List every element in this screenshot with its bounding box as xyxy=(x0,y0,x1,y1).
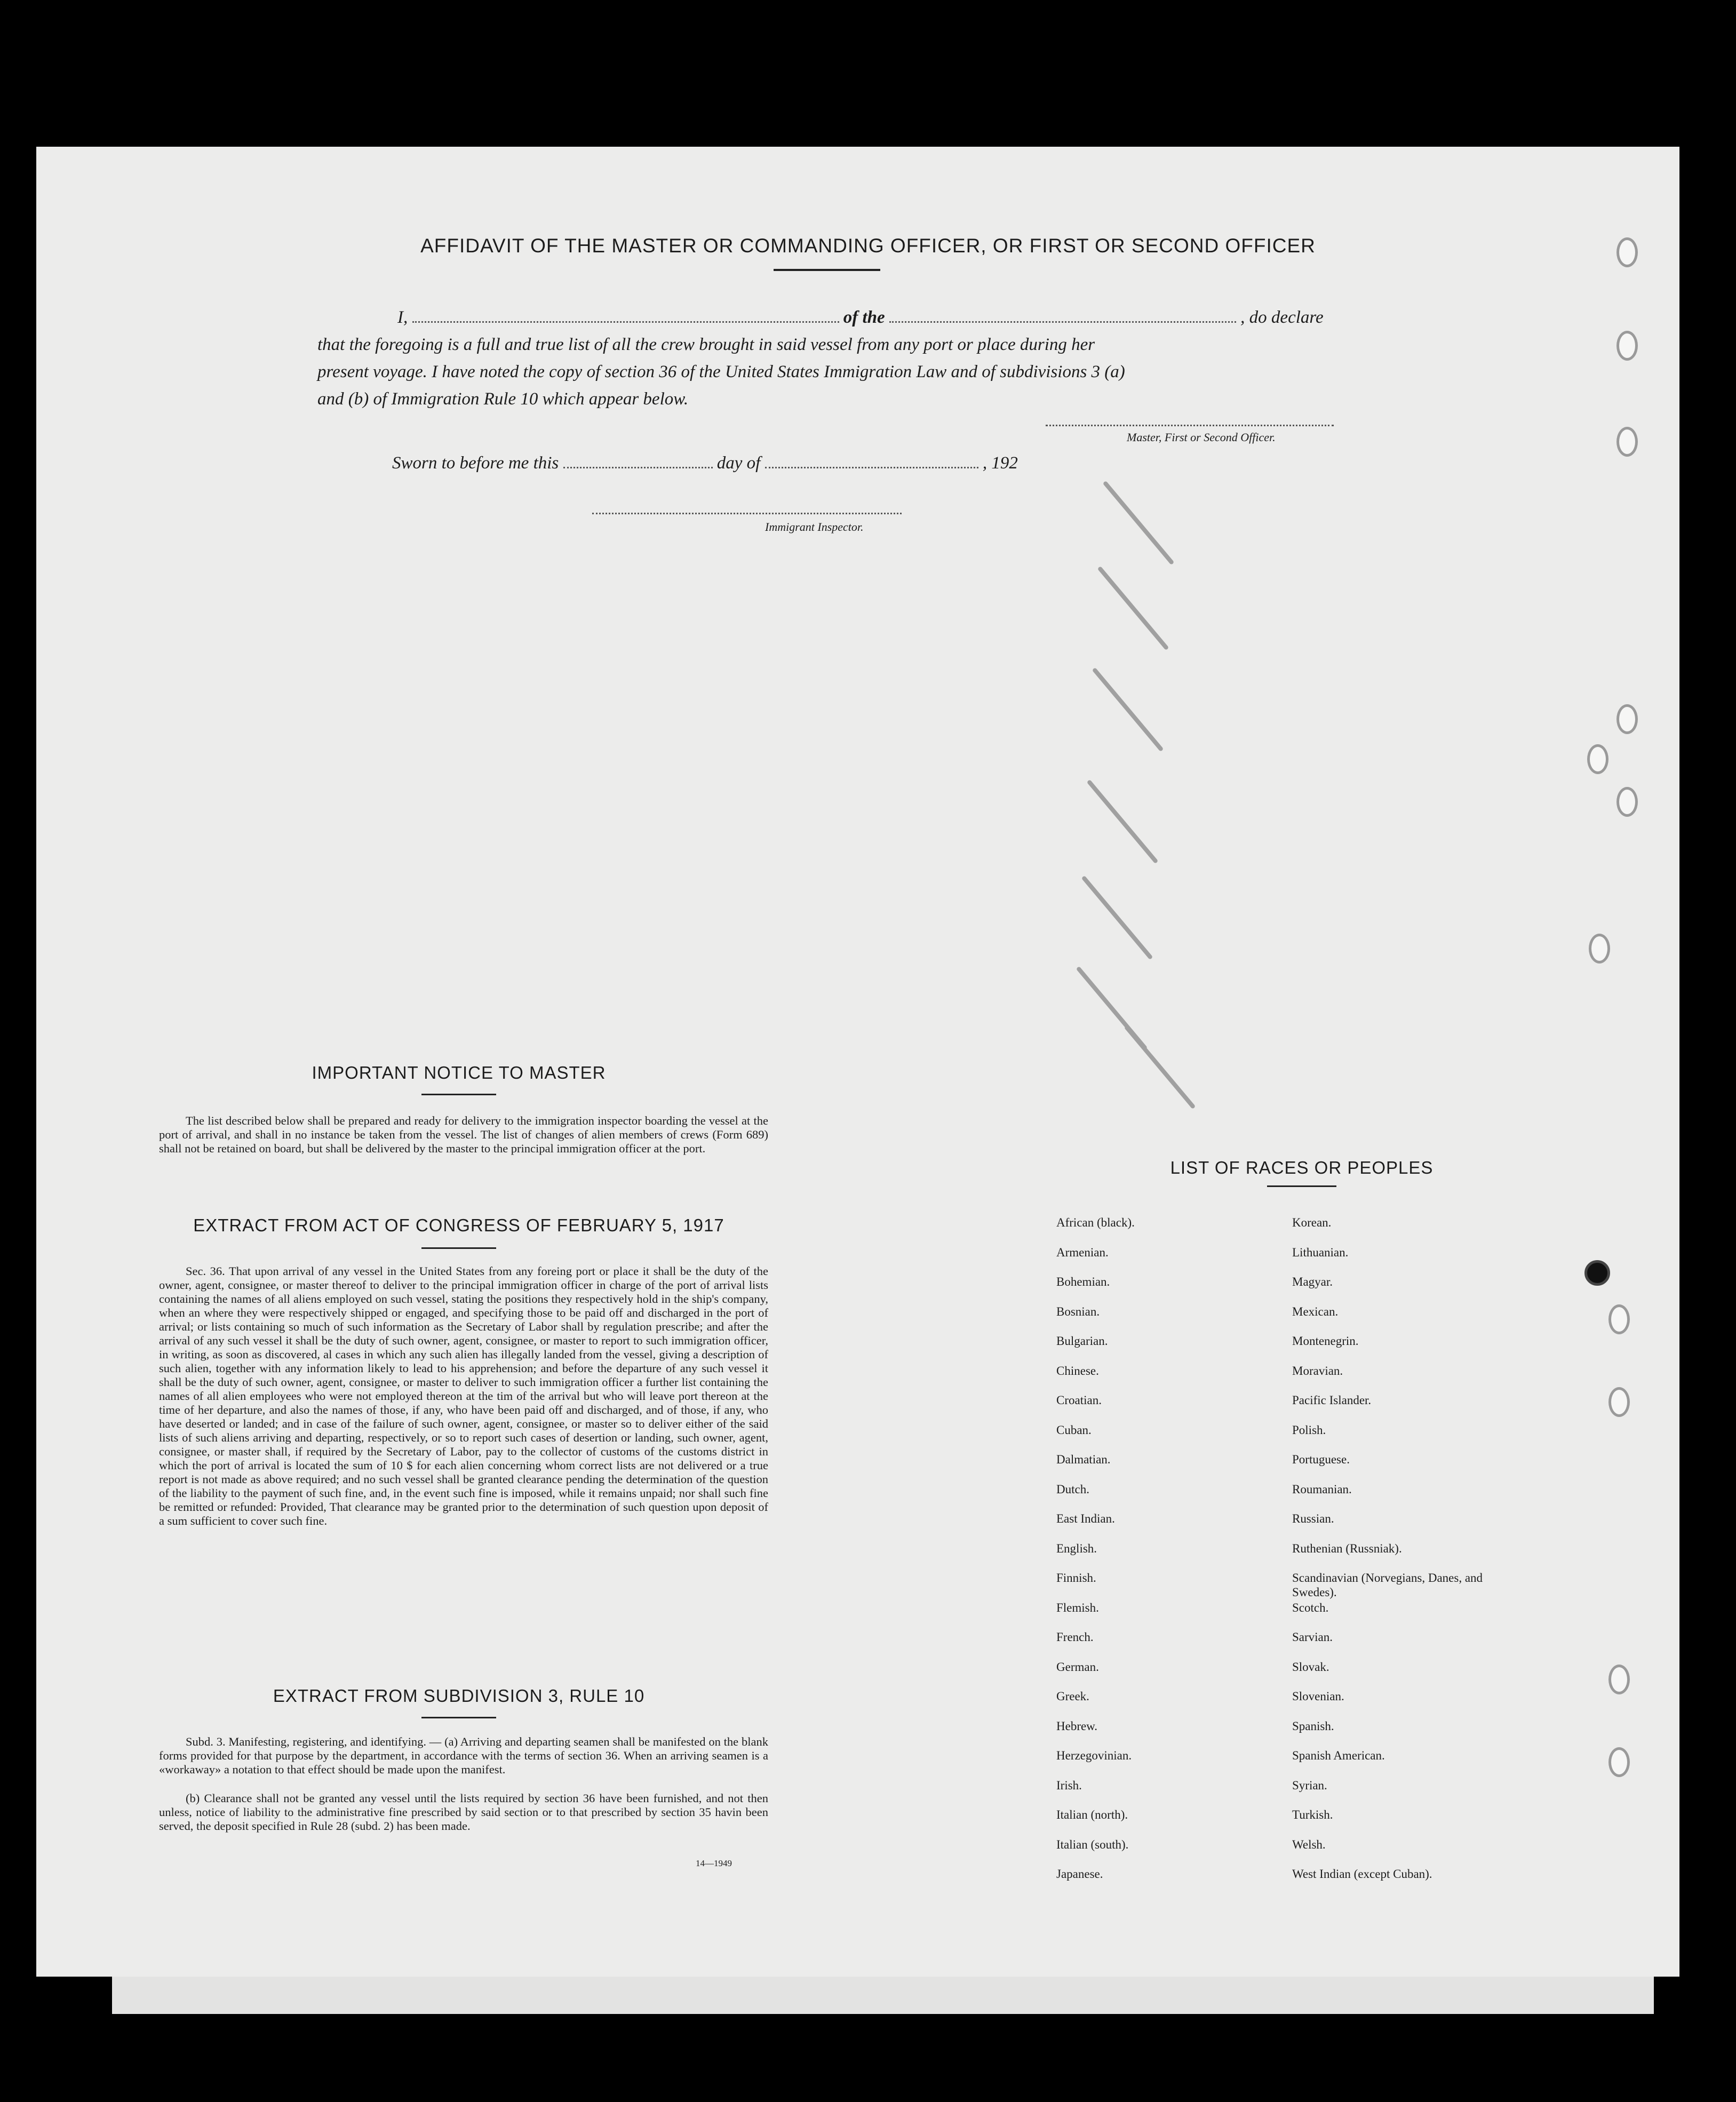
races-rule xyxy=(1267,1185,1336,1187)
race-item: Roumanian. xyxy=(1292,1482,1352,1496)
race-item: English. xyxy=(1056,1541,1097,1555)
notice-text: The list described below shall be prepared and ready for delivery to the immigration inspector boarding the vessel at the port of arrival, and shall in no instance be taken from the vessel. The list of changes of alien members of crews (Form 689) shall not be retained on board, but shall be delivered by the master to the principal immigration officer at the port. xyxy=(159,1114,768,1155)
rule-title: EXTRACT FROM SUBDIVISION 3, RULE 10 xyxy=(273,1686,645,1706)
day-blank xyxy=(563,466,713,468)
race-item: Ruthenian (Russniak). xyxy=(1292,1541,1402,1555)
affidavit-line-4: and (b) of Immigration Rule 10 which appear below. xyxy=(317,389,689,409)
act-text: Sec. 36. That upon arrival of any vessel in the United States from any foreing port or place it shall be the duty of the owner, agent, consignee, or master thereof to deliver to the principal immigration officer in charge of the port of arrival lists containing the names of all aliens employed on such vessel, stating the positions they respectively hold in the ship's company, when an where they were respectively shipped or engaged, and specifying those to be paid off and discharged in the port of arrival; or lists containing so much of such information as the Secretary of Labor shall by regulation prescribe; and after the arrival of any such vessel it shall be the duty of such owner, agent, consignee, or master to report to such immigration officer, in writing, as soon as discovered, al cases in which any such alien has illegally landed from the vessel, giving a description of such alien, together with any information likely to lead to his apprehension; and before the departure of any such vessel it shall be the duty of such owner, agent, consignee, or master to deliver to such immigration officer a further list containing the names of all alien employees who were not employed thereon at the tim of the arrival but who will leave port thereon at the time of her departure, and also the names of those, if any, who have been paid off and discharged, and of those, if any, who have deserted or landed; and in case of the failure of such owner, agent, consignee, or master so to deliver either of the said lists of such aliens arriving and departing, respectively, or so to report such cases of desertion or landing, such owner, agent, consignee, or master shall, if required by the Secretary of Labor, pay to the collector of customs of the customs district in which the port of arrival is located the sum of 10 $ for each alien concerning whom correct lists are not delivered or a true report is not made as above required; and no such vessel shall be granted clearance pending the determination of the question of the liability to the payment of such fine, and, in the event such fine is imposed, while it remains unpaid; nor shall such fine be remitted or refunded: Provided, That clearance may be granted prior to the determination of such question upon deposit of a sum sufficient to cover such fine. xyxy=(159,1264,768,1527)
binder-hole xyxy=(1584,1260,1610,1286)
binder-hole xyxy=(1616,704,1638,734)
race-item: Russian. xyxy=(1292,1512,1334,1525)
month-blank xyxy=(765,466,978,468)
race-item: German. xyxy=(1056,1660,1099,1674)
race-item: Bulgarian. xyxy=(1056,1334,1108,1348)
race-item: Slovak. xyxy=(1292,1660,1329,1674)
binder-hole xyxy=(1608,1387,1630,1417)
race-item: Irish. xyxy=(1056,1778,1082,1792)
race-item: Lithuanian. xyxy=(1292,1245,1349,1259)
binder-hole xyxy=(1608,1304,1630,1334)
race-item: Bosnian. xyxy=(1056,1304,1100,1318)
race-item: Syrian. xyxy=(1292,1778,1327,1792)
sworn-line xyxy=(392,453,1018,473)
affidavit-title: AFFIDAVIT OF THE MASTER OR COMMANDING OFFICER, OR FIRST OR SECOND OFFICER xyxy=(420,235,1316,257)
inspector-label: Immigrant Inspector. xyxy=(765,520,864,534)
race-item: Bohemian. xyxy=(1056,1275,1110,1288)
race-item: Korean. xyxy=(1292,1216,1332,1229)
race-item: Mexican. xyxy=(1292,1304,1339,1318)
race-item: Polish. xyxy=(1292,1423,1326,1437)
sworn-year: , 192 xyxy=(982,453,1018,473)
race-item: Italian (north). xyxy=(1056,1808,1128,1821)
rule-rule xyxy=(421,1717,496,1718)
vessel-blank xyxy=(889,321,1236,323)
race-item: Italian (south). xyxy=(1056,1837,1129,1851)
binder-hole xyxy=(1587,744,1608,774)
sworn-day-of: day of xyxy=(716,453,761,473)
affidavit-line-3: present voyage. I have noted the copy of section 36 of the United States Immigration Law and of subdivisions 3 (a) xyxy=(317,362,1125,381)
binder-hole xyxy=(1589,934,1610,964)
notice-rule xyxy=(421,1094,496,1095)
races-title: LIST OF RACES OR PEOPLES xyxy=(1170,1158,1434,1177)
race-item: French. xyxy=(1056,1630,1094,1644)
act-title: EXTRACT FROM ACT OF CONGRESS OF FEBRUARY 5, 1917 xyxy=(193,1215,724,1235)
race-item: Spanish American. xyxy=(1292,1749,1385,1762)
master-label: Master, First or Second Officer. xyxy=(1127,431,1276,444)
affidavit-line-1 xyxy=(317,304,1334,331)
affidavit-declare: , do declare xyxy=(1240,308,1324,327)
race-item: Montenegrin. xyxy=(1292,1334,1359,1348)
race-item: Japanese. xyxy=(1056,1867,1103,1881)
race-item: Finnish. xyxy=(1056,1571,1096,1585)
inspector-signature-line xyxy=(592,512,902,514)
race-item: West Indian (except Cuban). xyxy=(1292,1867,1432,1881)
notice-title: IMPORTANT NOTICE TO MASTER xyxy=(312,1063,606,1082)
race-item: Herzegovinian. xyxy=(1056,1749,1132,1762)
race-item: Turkish. xyxy=(1292,1808,1333,1821)
rule-text-a: Subd. 3. Manifesting, registering, and identifying. — (a) Arriving and departing seamen shall be manifested on the blank forms provided for that purpose by the department, in accordance with the terms of section 36. When an arriving seamen is a «workaway» a notation to that effect should be made upon the manifest. xyxy=(159,1735,768,1776)
race-item: Cuban. xyxy=(1056,1423,1092,1437)
race-item: Armenian. xyxy=(1056,1245,1109,1259)
race-item: East Indian. xyxy=(1056,1512,1115,1525)
race-item: Greek. xyxy=(1056,1690,1089,1703)
binder-hole xyxy=(1616,427,1638,457)
race-item: Dalmatian. xyxy=(1056,1453,1111,1466)
affidavit-line-2: that the foregoing is a full and true list of all the crew brought in said vessel from any port or place during her xyxy=(317,335,1095,354)
name-blank xyxy=(412,321,839,323)
binder-hole xyxy=(1608,1665,1630,1694)
race-item: Sarvian. xyxy=(1292,1630,1333,1644)
race-item: Welsh. xyxy=(1292,1837,1326,1851)
race-item: Scandinavian (Norvegians, Danes, and Swedes). xyxy=(1292,1571,1483,1599)
affidavit-text xyxy=(317,304,1334,413)
act-rule xyxy=(421,1247,496,1249)
race-item: Pacific Islander. xyxy=(1292,1394,1372,1407)
race-item: Croatian. xyxy=(1056,1394,1102,1407)
affidavit-i: I, xyxy=(397,308,408,327)
race-item: Dutch. xyxy=(1056,1482,1089,1496)
race-item: Moravian. xyxy=(1292,1364,1343,1378)
form-number: 14—1949 xyxy=(696,1858,732,1868)
title-rule xyxy=(774,269,880,271)
race-item: Hebrew. xyxy=(1056,1719,1098,1733)
race-item: Flemish. xyxy=(1056,1601,1099,1614)
binder-hole xyxy=(1608,1747,1630,1777)
master-signature-line xyxy=(1046,424,1334,426)
binder-hole xyxy=(1616,787,1638,817)
race-item: Slovenian. xyxy=(1292,1690,1344,1703)
race-item: Chinese. xyxy=(1056,1364,1099,1378)
rule-text-b: (b) Clearance shall not be granted any vessel until the lists required by section 36 have been furnished, and not then unless, notice of liability to the administrative fine prescribed by said section or to that prescribed by section 35 havin been served, the deposit specified in Rule 28 (subd. 2) has been made. xyxy=(159,1792,768,1833)
affidavit-of-the: of the xyxy=(843,308,885,327)
binder-hole xyxy=(1616,331,1638,361)
race-item: Scotch. xyxy=(1292,1601,1329,1614)
race-item: African (black). xyxy=(1056,1216,1135,1229)
race-item: Magyar. xyxy=(1292,1275,1333,1288)
race-item: Spanish. xyxy=(1292,1719,1334,1733)
sworn-start: Sworn to before me this xyxy=(392,453,559,473)
page-edge xyxy=(112,1977,1654,2014)
race-item: Portuguese. xyxy=(1292,1453,1350,1466)
